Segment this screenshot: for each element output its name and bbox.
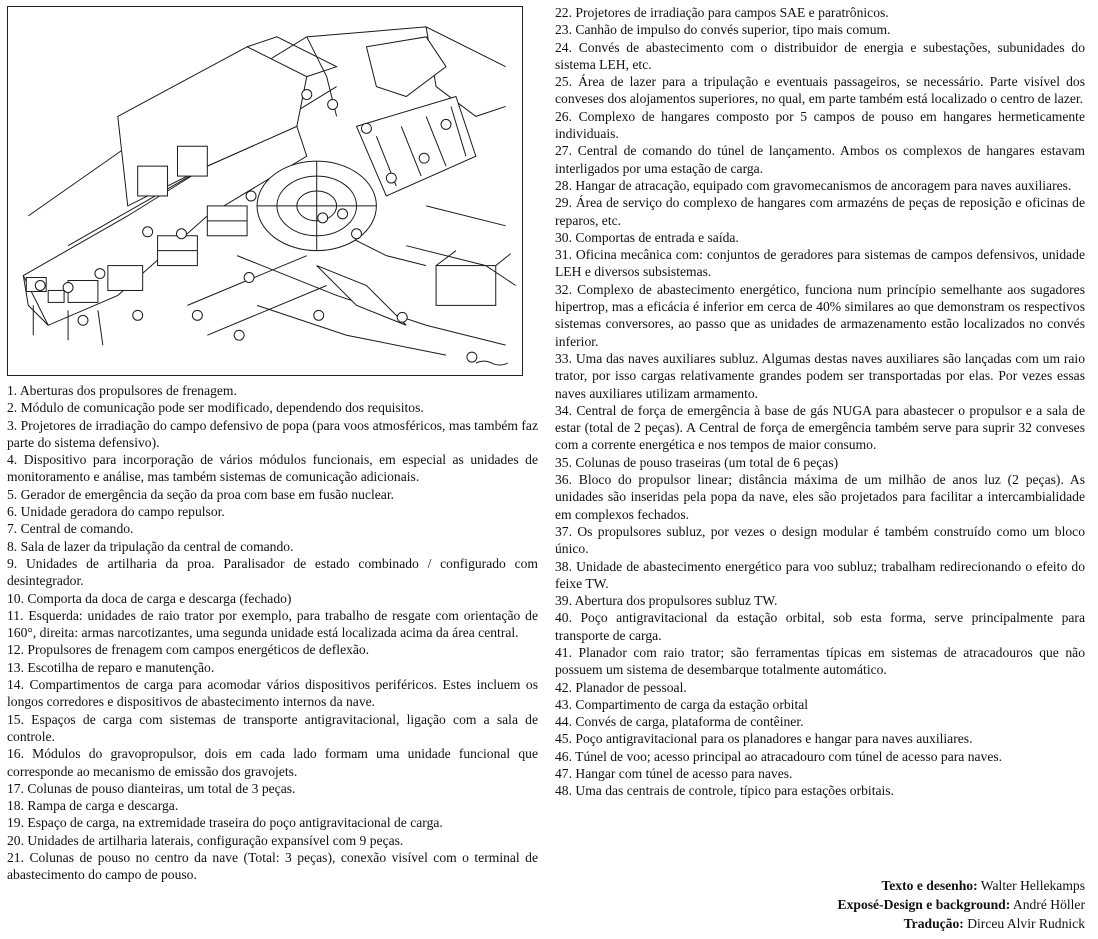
legend-item: 2. Módulo de comunicação pode ser modificado, dependendo dos requisitos. (7, 400, 424, 416)
legend-item: 47. Hangar com túnel de acesso para naves. (555, 766, 793, 782)
legend-item: 3. Projetores de irradiação do campo defensivo de popa (para voos atmosféricos, mas também faz parte do sistema defensivo). (7, 417, 538, 450)
legend-item: 36. Bloco do propulsor linear; distância máxima de um milhão de anos luz (2 peças). As unidades são inseridas pela popa da nave, eles são projetados para facilitar a intercambialidade em complexos fechados. (555, 472, 1085, 522)
credits-block (838, 876, 1085, 933)
legend-item: 29. Área de serviço do complexo de hangares com armazéns de peças de reposição e oficinas de reparos, etc. (555, 195, 1085, 228)
credit-line (838, 914, 1085, 933)
ship-cutaway-drawing (8, 7, 522, 375)
legend-item: 40. Poço antigravitacional da estação orbital, sob esta forma, serve principalmente para transporte de carga. (555, 610, 1085, 643)
legend-item: 21. Colunas de pouso no centro da nave (Total: 3 peças), conexão visível com o terminal de abastecimento do campo de pouso. (7, 850, 538, 883)
legend-item: 35. Colunas de pouso traseiras (um total de 6 peças) (555, 454, 839, 470)
legend-item: 14. Compartimentos de carga para acomodar vários dispositivos periféricos. Estes incluem os longos corredores e dispositivos de abastecimento internos da nave. (7, 677, 538, 710)
legend-item: 41. Planador com raio trator; são ferramentas típicas em sistemas de atracadouros que não possuem um sistema de desembarque totalmente automático. (555, 644, 1085, 678)
legend-item: 17. Colunas de pouso dianteiras, um total de 3 peças. (7, 780, 296, 796)
legend-column-left (7, 382, 538, 884)
legend-item: 24. Convés de abastecimento com o distribuidor de energia e subestações, subunidades do sistema LEH, etc. (555, 39, 1085, 72)
legend-item: 12. Propulsores de frenagem com campos energéticos de deflexão. (7, 642, 370, 658)
technical-illustration (7, 6, 523, 376)
legend-item: 10. Comporta da doca de carga e descarga (fechado) (7, 590, 292, 606)
legend-item: 44. Convés de carga, plataforma de contêiner. (555, 714, 804, 730)
legend-item: 32. Complexo de abastecimento energético, funciona num princípio semelhante aos sugadores hipertrop, mas a eficácia é inferior em cerca de 40% similares ao que demonstram os respectivos sistemas conversores, ao passo que as unidades de armazenamento estão localizados no convés inferior. (555, 281, 1085, 349)
legend-item: 13. Escotilha de reparo e manutenção. (7, 659, 215, 675)
legend-item: 45. Poço antigravitacional para os planadores e hangar para naves auxiliares. (555, 731, 973, 747)
credit-label: Texto e desenho: (881, 878, 978, 893)
legend-item: 25. Área de lazer para a tripulação e eventuais passageiros, se necessário. Parte visível dos conveses dos alojamentos superiores, no qual, em parte também está localizado o centro de lazer. (555, 74, 1085, 107)
legend-item: 33. Uma das naves auxiliares subluz. Algumas destas naves auxiliares são lançadas com um raio trator, por isso cargas relativamente grandes podem ser transportadas por elas. Por vezes essas naves auxiliares utilizam armamento. (555, 350, 1085, 401)
legend-item: 19. Espaço de carga, na extremidade traseira do poço antigravitacional de carga. (7, 815, 443, 831)
credit-value: Dirceu Alvir Rudnick (967, 916, 1085, 931)
legend-item: 23. Canhão de impulso do convés superior, tipo mais comum. (555, 22, 891, 38)
legend-item: 6. Unidade geradora do campo repulsor. (7, 504, 225, 520)
legend-item: 28. Hangar de atracação, equipado com gravomecanismos de ancoragem para naves auxiliares. (555, 177, 1072, 193)
legend-item: 48. Uma das centrais de controle, típico para estações orbitais. (555, 783, 894, 799)
legend-item: 1. Aberturas dos propulsores de frenagem. (7, 383, 237, 398)
legend-item: 5. Gerador de emergência da seção da proa com base em fusão nuclear. (7, 486, 394, 502)
legend-column-right (555, 4, 1085, 800)
legend-item: 42. Planador de pessoal. (555, 679, 687, 695)
legend-item: 18. Rampa de carga e descarga. (7, 798, 179, 814)
legend-item: 4. Dispositivo para incorporação de vários módulos funcionais, em especial as unidades de monitoramento e análise, mas também sistemas de comunicação adicionais. (7, 452, 538, 485)
legend-item: 22. Projetores de irradiação para campos SAE e paratrônicos. (555, 5, 889, 20)
legend-item: 43. Compartimento de carga da estação orbital (555, 696, 809, 712)
credit-line (838, 895, 1085, 914)
legend-item: 46. Túnel de voo; acesso principal ao atracadouro com túnel de acesso para naves. (555, 748, 1003, 764)
legend-item: 39. Abertura dos propulsores subluz TW. (555, 593, 778, 609)
legend-item: 31. Oficina mecânica com: conjuntos de geradores para sistemas de campos defensivos, unidade LEH e diversos subsistemas. (555, 247, 1085, 280)
legend-item: 30. Comportas de entrada e saída. (555, 229, 739, 245)
legend-item: 8. Sala de lazer da tripulação da central de comando. (7, 538, 294, 554)
credit-value: Walter Hellekamps (980, 878, 1085, 893)
legend-item: 37. Os propulsores subluz, por vezes o design modular é também construído como um bloco único. (555, 523, 1085, 557)
credit-label: Exposé-Design e background: (837, 897, 1011, 912)
legend-item: 26. Complexo de hangares composto por 5 campos de pouso em hangares hermeticamente individuais. (555, 108, 1085, 142)
legend-item: 11. Esquerda: unidades de raio trator por exemplo, para trabalho de resgate com orientação de 160°, direita: armas narcotizantes, uma segunda unidade está localizada acima da área central. (7, 607, 538, 641)
legend-item: 7. Central de comando. (7, 521, 134, 537)
legend-item: 27. Central de comando do túnel de lançamento. Ambos os complexos de hangares estavam interligados por uma estação de carga. (555, 143, 1085, 176)
legend-item: 16. Módulos do gravopropulsor, dois em cada lado formam uma unidade funcional que corresponde ao mecanismo de emissão dos gravojets. (7, 746, 538, 779)
credit-line (838, 876, 1085, 895)
legend-item: 38. Unidade de abastecimento energético para voo subluz; trabalham redirecionando o efeito do feixe TW. (555, 558, 1085, 591)
credit-value: André Höller (1012, 897, 1085, 912)
legend-item: 34. Central de força de emergência à base de gás NUGA para abastecer o propulsor e a sala de estar (total de 2 peças). A Central de força de emergência também serve para suprir 32 conveses com a corrente energética e nos tempos de maior consumo. (555, 402, 1085, 453)
credit-label: Tradução: (903, 916, 964, 931)
legend-item: 15. Espaços de carga com sistemas de transporte antigravitacional, ligação com a sala de controle. (7, 711, 538, 744)
legend-item: 9. Unidades de artilharia da proa. Paralisador de estado combinado / configurado com desintegrador. (7, 555, 538, 589)
legend-item: 20. Unidades de artilharia laterais, configuração expansível com 9 peças. (7, 832, 404, 848)
